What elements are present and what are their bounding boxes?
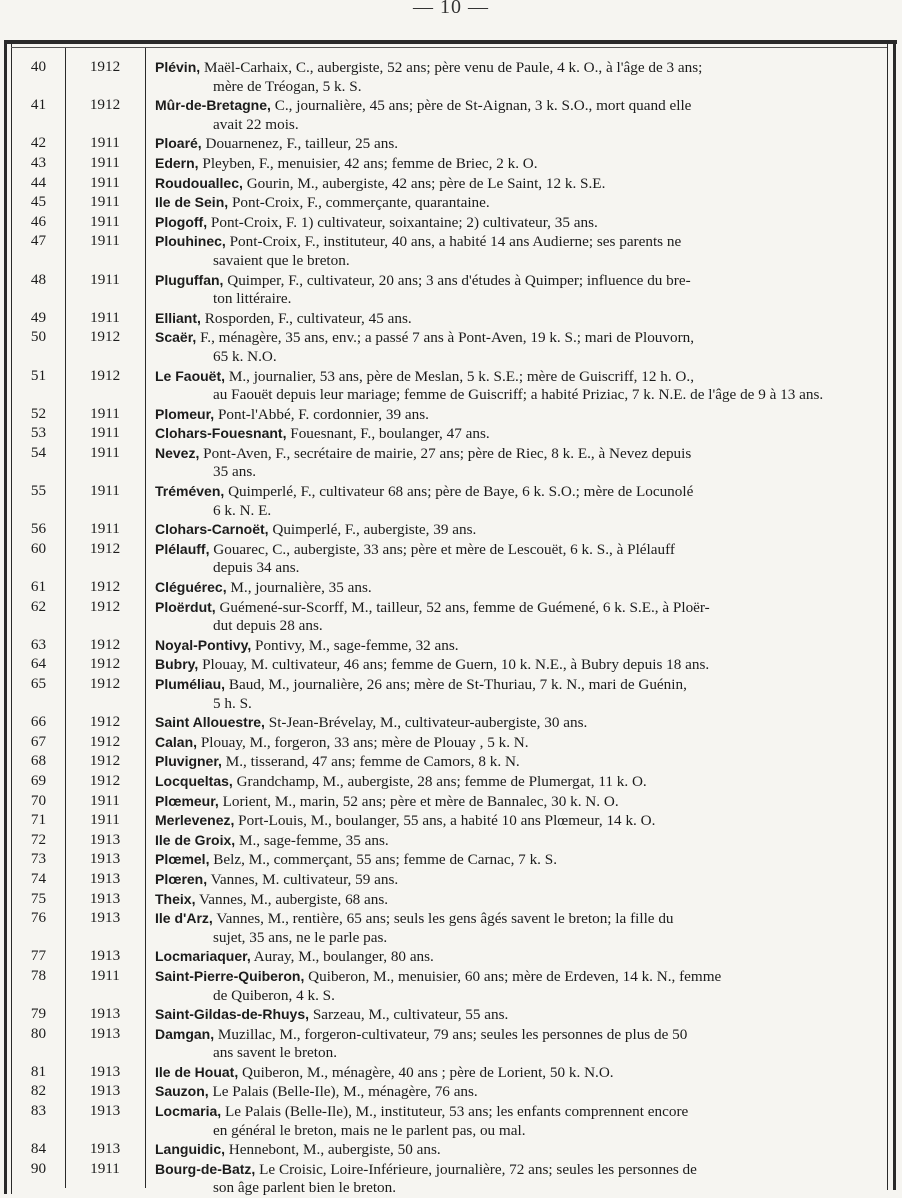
table-row: [12, 444, 884, 482]
row-entry: [145, 811, 884, 831]
row-number: 71: [30, 811, 47, 829]
row-year: 1912: [89, 328, 121, 346]
row-number: 67: [30, 732, 47, 750]
row-year: 1911: [90, 308, 120, 326]
row-entry: [145, 540, 884, 578]
place-name: Pluméliau,: [155, 676, 226, 692]
row-number: 90: [30, 1159, 47, 1177]
place-name: Plogoff,: [155, 213, 208, 230]
table-row: [12, 811, 884, 831]
table-row: [12, 193, 884, 213]
place-name: Plœmel,: [155, 851, 210, 868]
row-entry: [145, 870, 884, 890]
place-name: Plévin,: [155, 59, 201, 75]
row-entry: [145, 1005, 884, 1025]
entry-continuation: sujet, 35 ans, ne le parle pas.: [213, 928, 388, 946]
table-row: [12, 909, 884, 947]
row-year: 1911: [90, 811, 120, 829]
row-entry: [145, 367, 884, 405]
entry-description: Le Palais (Belle-Ile), M., instituteur, 53 ans; les enfants comprennent encore: [221, 1103, 689, 1121]
table-row: [12, 540, 884, 578]
place-name: Plomeur,: [155, 405, 215, 422]
row-number: 73: [30, 850, 47, 868]
row-year: 1913: [89, 830, 121, 848]
row-entry: [145, 271, 884, 309]
place-name: Plouhinec,: [155, 233, 226, 250]
table-row: [12, 598, 884, 636]
entry-description: Le Croisic, Loire-Inférieure, journalière, 72 ans; seules les personnes de: [255, 1160, 697, 1178]
table-row: [12, 675, 884, 713]
place-name: Locmaria,: [155, 1103, 222, 1120]
row-entry: [145, 598, 884, 636]
entry-continuation: 5 h. S.: [213, 694, 252, 712]
row-number: 52: [30, 404, 47, 422]
row-number: 50: [30, 328, 47, 346]
table-row: [12, 134, 884, 154]
row-entry: [145, 405, 884, 425]
entry-description: Muzillac, M., forgeron-cultivateur, 79 ans; seules les personnes de plus de 50: [214, 1025, 688, 1043]
table-row: [12, 578, 884, 598]
row-year: 1912: [89, 675, 121, 692]
row-number: 82: [30, 1082, 47, 1100]
row-entry: [145, 134, 884, 154]
row-year: 1912: [89, 655, 121, 673]
row-number: 48: [30, 270, 47, 288]
row-entry: [145, 232, 884, 270]
row-number: 45: [30, 193, 47, 211]
place-name: Le Faouët,: [155, 367, 226, 384]
table-row: [12, 947, 884, 967]
place-name: Locqueltas,: [155, 772, 233, 789]
row-number: 44: [30, 173, 47, 191]
row-entry: [145, 328, 884, 366]
place-name: Locmariaquer,: [155, 948, 251, 965]
entry-continuation: 6 k. N. E.: [213, 501, 272, 519]
place-name: Bourg-de-Batz,: [155, 1160, 256, 1177]
row-entry: [145, 578, 884, 598]
survey-table: [12, 58, 884, 1198]
row-number: 49: [30, 308, 47, 326]
entry-continuation: ton littéraire.: [213, 290, 292, 308]
page-number: — 10 —: [413, 0, 489, 18]
row-entry: [145, 96, 884, 134]
row-year: 1912: [89, 539, 121, 557]
row-entry: [145, 733, 884, 753]
table-row: [12, 870, 884, 890]
row-entry: [145, 1140, 884, 1160]
place-name: Tréméven,: [155, 483, 225, 500]
row-number: 80: [30, 1024, 47, 1042]
entry-description: Pont-Croix, F., instituteur, 40 ans, a habité 14 ans Audierne; ses parents ne: [225, 233, 682, 251]
table-row: [12, 232, 884, 270]
row-number: 70: [30, 791, 47, 809]
place-name: Plélauff,: [155, 540, 210, 557]
row-number: 53: [30, 424, 47, 442]
row-entry: [145, 444, 884, 482]
table-row: [12, 772, 884, 792]
entry-description: Fouesnant, F., boulanger, 47 ans.: [286, 425, 490, 443]
table-row: [12, 154, 884, 174]
row-entry: [145, 154, 884, 174]
table-row: [12, 482, 884, 520]
entry-continuation: savaient que le breton.: [213, 251, 350, 269]
entry-description: Plouay, M. cultivateur, 46 ans; femme de Guern, 10 k. N.E., à Bubry depuis 18 ans.: [198, 656, 710, 674]
place-name: Noyal-Pontivy,: [155, 636, 252, 653]
row-entry: [145, 713, 884, 733]
row-entry: [145, 890, 884, 910]
place-name: Plœmeur,: [155, 792, 219, 809]
row-number: 81: [30, 1062, 47, 1080]
row-year: 1913: [89, 1140, 121, 1158]
table-row: [12, 733, 884, 753]
table-row: [12, 792, 884, 812]
entry-description: Quimperlé, F., cultivateur 68 ans; père de Baye, 6 k. S.O.; mère de Locunolé: [224, 483, 694, 501]
row-year: 1911: [90, 404, 120, 422]
place-name: Cléguérec,: [155, 579, 227, 596]
row-number: 55: [30, 482, 47, 500]
table-row: [12, 405, 884, 425]
entry-description: Maël-Carhaix, C., aubergiste, 52 ans; père venu de Paule, 4 k. O., à l'âge de 3 ans;: [200, 59, 703, 76]
place-name: Mûr-de-Bretagne,: [155, 97, 271, 114]
row-year: 1911: [90, 270, 120, 288]
row-number: 54: [30, 443, 47, 461]
row-entry: [145, 174, 884, 194]
top-border-inner: [11, 47, 887, 48]
row-number: 72: [30, 830, 47, 848]
row-entry: [145, 520, 884, 540]
place-name: Saint-Pierre-Quiberon,: [155, 967, 305, 984]
table-row: [12, 58, 884, 96]
row-year: 1911: [90, 232, 120, 250]
entry-description: Guémené-sur-Scorff, M., tailleur, 52 ans, femme de Guémené, 6 k. S.E., à Ploër-: [215, 598, 710, 616]
row-entry: [145, 636, 884, 656]
entry-continuation: avait 22 mois.: [213, 115, 299, 133]
entry-description: Pont-l'Abbé, F. cordonnier, 39 ans.: [214, 405, 429, 423]
row-entry: [145, 772, 884, 792]
row-year: 1911: [90, 520, 120, 538]
row-year: 1913: [89, 1082, 121, 1100]
row-number: 78: [30, 966, 47, 984]
entry-continuation: mère de Tréogan, 5 k. S.: [213, 77, 362, 95]
entry-description: M., journalière, 35 ans.: [226, 579, 372, 597]
place-name: Sauzon,: [155, 1083, 209, 1100]
place-name: Pluguffan,: [155, 271, 224, 288]
row-number: 77: [30, 947, 47, 965]
row-number: 83: [30, 1102, 47, 1120]
entry-continuation: depuis 34 ans.: [213, 559, 300, 577]
place-name: Ploaré,: [155, 135, 202, 152]
entry-continuation: son âge parlent bien le breton.: [213, 1179, 397, 1197]
row-year: 1913: [89, 1062, 121, 1080]
entry-description: Douarnenez, F., tailleur, 25 ans.: [201, 135, 399, 153]
entry-continuation: en général le breton, mais ne le parlent pas, ou mal.: [213, 1121, 526, 1139]
entry-continuation: au Faouët depuis leur mariage; femme de Guiscriff; a habité Priziac, 7 k. N.E. de l'âge de 9 à 13 ans.: [213, 386, 824, 404]
place-name: Saint Allouestre,: [155, 714, 265, 731]
entry-description: Pont-Croix, F., commerçante, quarantaine.: [228, 194, 490, 212]
entry-description: Auray, M., boulanger, 80 ans.: [250, 948, 434, 966]
table-row: [12, 890, 884, 910]
row-number: 43: [30, 153, 47, 171]
row-number: 62: [30, 597, 47, 615]
entry-description: Lorient, M., marin, 52 ans; père et mère de Bannalec, 30 k. N. O.: [218, 792, 619, 810]
entry-description: Sarzeau, M., cultivateur, 55 ans.: [309, 1006, 509, 1024]
row-year: 1911: [90, 193, 120, 211]
row-entry: [145, 752, 884, 772]
row-year: 1912: [89, 578, 121, 596]
row-number: 63: [30, 635, 47, 653]
place-name: Pluvigner,: [155, 753, 222, 770]
entry-description: Le Palais (Belle-Ile), M., ménagère, 76 ans.: [208, 1083, 478, 1101]
row-year: 1911: [90, 424, 120, 442]
entry-description: F., ménagère, 35 ans, env.; a passé 7 ans à Pont-Aven, 19 k. S.; mari de Plouvorn,: [196, 329, 695, 347]
place-name: Ile de Sein,: [155, 194, 229, 211]
entry-description: M., tisserand, 47 ans; femme de Camors, 8 k. N.: [221, 753, 520, 771]
row-number: 51: [30, 366, 47, 384]
place-name: Damgan,: [155, 1025, 215, 1042]
entry-description: M., journalier, 53 ans, père de Meslan, 5 k. S.E.; mère de Guiscriff, 12 h. O.,: [225, 367, 694, 385]
place-name: Languidic,: [155, 1141, 225, 1158]
entry-continuation: ans savent le breton.: [213, 1044, 337, 1062]
row-year: 1913: [89, 869, 121, 887]
row-entry: [145, 850, 884, 870]
row-year: 1911: [90, 791, 120, 809]
entry-continuation: 65 k. N.O.: [213, 347, 277, 365]
entry-continuation: de Quiberon, 4 k. S.: [213, 986, 335, 1004]
place-name: Ploërdut,: [155, 598, 216, 615]
row-number: 76: [30, 909, 47, 927]
entry-description: Quimper, F., cultivateur, 20 ans; 3 ans d'études à Quimper; influence du bre-: [223, 271, 691, 289]
table-row: [12, 328, 884, 366]
entry-description: Gourin, M., aubergiste, 42 ans; père de Le Saint, 12 k. S.E.: [242, 174, 606, 192]
place-name: Bubry,: [155, 656, 199, 673]
place-name: Edern,: [155, 154, 199, 171]
table-row: [12, 713, 884, 733]
table-row: [12, 636, 884, 656]
row-number: 64: [30, 655, 47, 673]
row-year: 1911: [90, 1159, 120, 1177]
table-row: [12, 424, 884, 444]
place-name: Ile de Groix,: [155, 831, 236, 848]
row-entry: [145, 1025, 884, 1063]
table-row: [12, 655, 884, 675]
table-row: [12, 967, 884, 1005]
row-year: 1912: [89, 752, 121, 770]
place-name: Clohars-Carnoët,: [155, 521, 269, 538]
place-name: Calan,: [155, 733, 198, 750]
table-row: [12, 1082, 884, 1102]
place-name: Plœren,: [155, 870, 208, 887]
entry-description: Vannes, M. cultivateur, 59 ans.: [207, 870, 399, 888]
place-name: Ile d'Arz,: [155, 910, 213, 927]
table-row: [12, 1160, 884, 1198]
table-row: [12, 850, 884, 870]
row-year: 1912: [89, 58, 121, 75]
entry-description: Gouarec, C., aubergiste, 33 ans; père et mère de Lescouët, 6 k. S., à Plélauff: [209, 540, 675, 558]
row-entry: [145, 655, 884, 675]
table-row: [12, 520, 884, 540]
entry-description: Quiberon, M., ménagère, 40 ans ; père de Lorient, 50 k. N.O.: [238, 1063, 614, 1081]
row-entry: [145, 909, 884, 947]
entry-description: Pont-Croix, F. 1) cultivateur, soixantaine; 2) cultivateur, 35 ans.: [207, 213, 598, 231]
place-name: Theix,: [155, 890, 196, 907]
place-name: Roudouallec,: [155, 174, 243, 191]
row-year: 1911: [90, 482, 120, 500]
table-row: [12, 309, 884, 329]
row-number: 42: [30, 134, 47, 152]
row-entry: [145, 792, 884, 812]
row-year: 1913: [89, 947, 121, 965]
place-name: Scaër,: [155, 329, 197, 346]
table-row: [12, 1102, 884, 1140]
row-number: 79: [30, 1005, 47, 1023]
entry-description: Pleyben, F., menuisier, 42 ans; femme de Briec, 2 k. O.: [198, 154, 538, 172]
row-year: 1911: [90, 134, 120, 152]
place-name: Saint-Gildas-de-Rhuys,: [155, 1006, 310, 1023]
table-row: [12, 1005, 884, 1025]
row-year: 1911: [90, 173, 120, 191]
row-number: 56: [30, 520, 47, 538]
entry-description: Vannes, M., rentière, 65 ans; seuls les gens âgés savent le breton; la fille du: [212, 910, 674, 928]
entry-description: Plouay, M., forgeron, 33 ans; mère de Plouay , 5 k. N.: [197, 733, 529, 751]
row-year: 1912: [89, 771, 121, 789]
entry-description: C., journalière, 45 ans; père de St-Aignan, 3 k. S.O., mort quand elle: [270, 97, 692, 115]
place-name: Ile de Houat,: [155, 1063, 239, 1080]
row-entry: [145, 831, 884, 851]
row-entry: [145, 213, 884, 233]
row-entry: [145, 58, 884, 96]
row-number: 40: [30, 58, 47, 75]
entry-description: Pontivy, M., sage-femme, 32 ans.: [251, 636, 459, 654]
row-number: 41: [30, 96, 47, 114]
row-entry: [145, 482, 884, 520]
table-row: [12, 1025, 884, 1063]
row-number: 75: [30, 889, 47, 907]
row-entry: [145, 424, 884, 444]
place-name: Nevez,: [155, 444, 200, 461]
row-year: 1913: [89, 1102, 121, 1120]
entry-description: Vannes, M., aubergiste, 68 ans.: [195, 890, 389, 908]
table-row: [12, 213, 884, 233]
row-year: 1911: [90, 443, 120, 461]
row-year: 1913: [89, 1005, 121, 1023]
entry-description: Grandchamp, M., aubergiste, 28 ans; femme de Plumergat, 11 k. O.: [232, 772, 647, 790]
row-number: 66: [30, 713, 47, 731]
row-year: 1911: [90, 153, 120, 171]
row-entry: [145, 193, 884, 213]
row-entry: [145, 1063, 884, 1083]
row-number: 74: [30, 869, 47, 887]
row-number: 61: [30, 578, 47, 596]
row-entry: [145, 1102, 884, 1140]
entry-continuation: dut depuis 28 ans.: [213, 617, 323, 635]
row-year: 1912: [89, 96, 121, 114]
entry-description: Rosporden, F., cultivateur, 45 ans.: [200, 309, 412, 327]
row-year: 1912: [89, 732, 121, 750]
entry-description: M., sage-femme, 35 ans.: [235, 831, 389, 849]
row-entry: [145, 1160, 884, 1198]
row-entry: [145, 675, 884, 713]
row-year: 1913: [89, 850, 121, 868]
row-entry: [145, 947, 884, 967]
table-row: [12, 367, 884, 405]
table-row: [12, 271, 884, 309]
table-row: [12, 752, 884, 772]
entry-description: Hennebont, M., aubergiste, 50 ans.: [225, 1141, 441, 1159]
row-number: 60: [30, 539, 47, 557]
entry-description: Port-Louis, M., boulanger, 55 ans, a habité 10 ans Plœmeur, 14 k. O.: [234, 812, 656, 830]
entry-continuation: 35 ans.: [213, 463, 257, 481]
row-year: 1913: [89, 889, 121, 907]
place-name: Elliant,: [155, 309, 201, 326]
entry-description: Baud, M., journalière, 26 ans; mère de St-Thuriau, 7 k. N., mari de Guénin,: [225, 676, 687, 693]
row-number: 46: [30, 212, 47, 230]
entry-description: Belz, M., commerçant, 55 ans; femme de Carnac, 7 k. S.: [209, 851, 557, 869]
table-row: [12, 1140, 884, 1160]
row-entry: [145, 1082, 884, 1102]
row-number: 69: [30, 771, 47, 789]
entry-description: Pont-Aven, F., secrétaire de mairie, 27 ans; père de Riec, 8 k. E., à Nevez depuis: [199, 444, 692, 462]
right-border-inner: [887, 44, 888, 1190]
row-year: 1912: [89, 597, 121, 615]
entry-description: Quiberon, M., menuisier, 60 ans; mère de Erdeven, 14 k. N., femme: [304, 967, 722, 985]
row-year: 1913: [89, 1024, 121, 1042]
row-year: 1912: [89, 366, 121, 384]
right-border-outer: [893, 40, 896, 1190]
row-entry: [145, 967, 884, 1005]
table-row: [12, 831, 884, 851]
row-year: 1911: [90, 212, 120, 230]
row-number: 65: [30, 675, 47, 692]
row-number: 68: [30, 752, 47, 770]
table-row: [12, 96, 884, 134]
row-entry: [145, 309, 884, 329]
entry-description: Quimperlé, F., aubergiste, 39 ans.: [268, 521, 477, 539]
place-name: Clohars-Fouesnant,: [155, 425, 287, 442]
row-number: 84: [30, 1140, 47, 1158]
entry-description: St-Jean-Brévelay, M., cultivateur-aubergiste, 30 ans.: [264, 714, 588, 732]
table-row: [12, 174, 884, 194]
row-year: 1912: [89, 713, 121, 731]
row-year: 1913: [89, 909, 121, 927]
row-year: 1912: [89, 635, 121, 653]
place-name: Merlevenez,: [155, 812, 235, 829]
table-row: [12, 1063, 884, 1083]
row-year: 1911: [90, 966, 120, 984]
row-number: 47: [30, 232, 47, 250]
